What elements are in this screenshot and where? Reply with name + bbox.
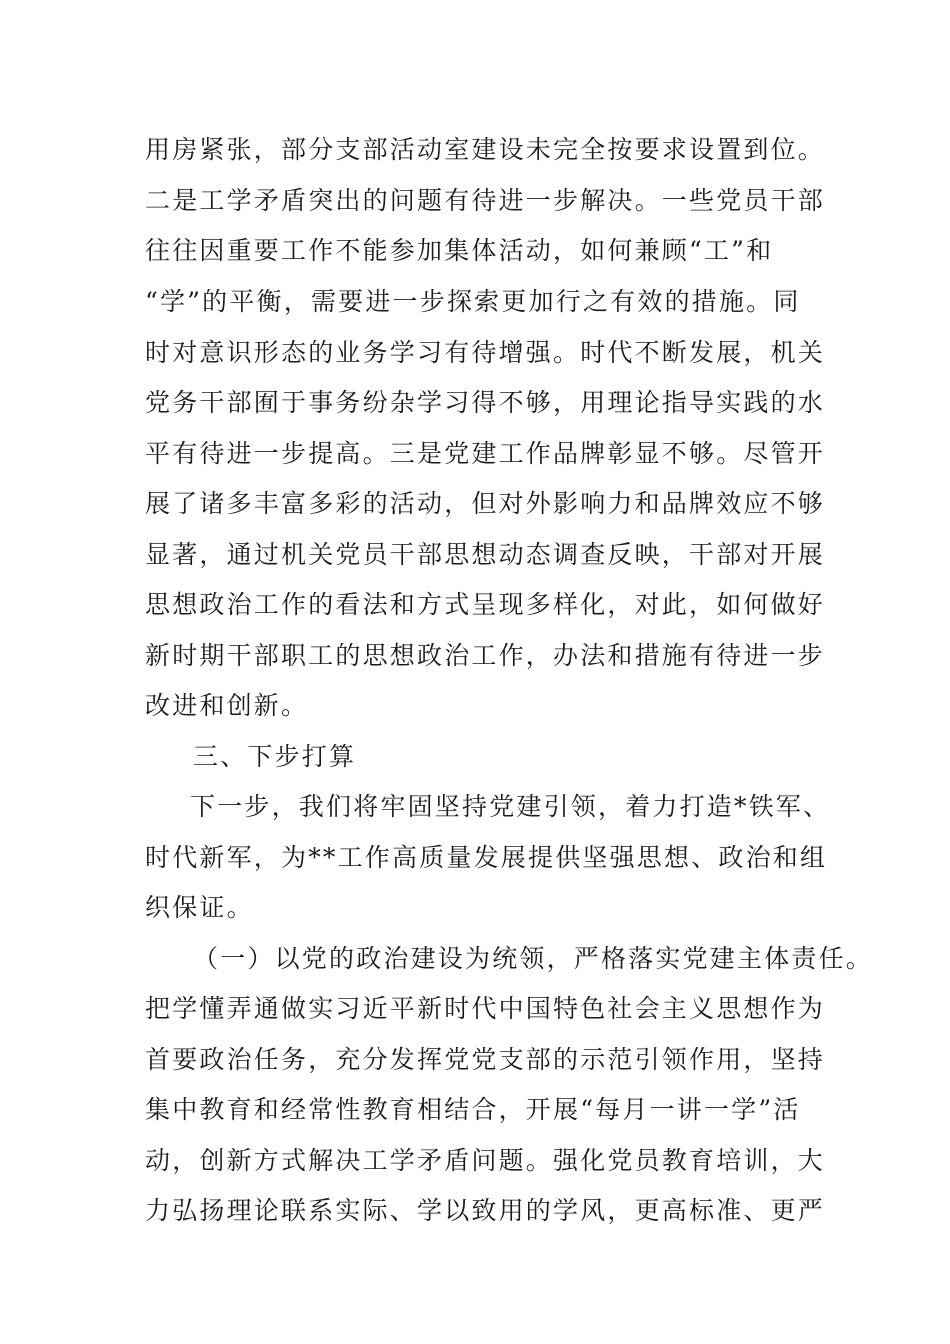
body-text-line: 党务干部囿于事务纷杂学习得不够，用理论指导实践的水	[145, 388, 826, 417]
section-heading: 三、下步打算	[193, 742, 357, 771]
body-text-line: 力弘扬理论联系实际、学以致用的学风，更高标准、更严	[145, 1196, 826, 1225]
body-text-line: 下一步，我们将牢固坚持党建引领，着力打造*铁军、	[190, 792, 831, 821]
body-text-line: 动，创新方式解决工学矛盾问题。强化党员教育培训，大	[145, 1146, 826, 1175]
body-text-line: 平有待进一步提高。三是党建工作品牌彰显不够。尽管开	[145, 439, 826, 468]
body-text-line: 新时期干部职工的思想政治工作，办法和措施有待进一步	[145, 641, 826, 670]
body-text-line: 展了诸多丰富多彩的活动，但对外影响力和品牌效应不够	[145, 489, 826, 518]
body-text-line: “学”的平衡，需要进一步探索更加行之有效的措施。同	[145, 287, 801, 316]
body-text-line: 改进和创新。	[145, 691, 309, 720]
body-text-line: 用房紧张，部分支部活动室建设未完全按要求设置到位。	[145, 135, 826, 164]
body-text-line: 时对意识形态的业务学习有待增强。时代不断发展，机关	[145, 338, 826, 367]
body-text-line: 二是工学矛盾突出的问题有待进一步解决。一些党员干部	[145, 186, 826, 215]
body-text-line: 织保证。	[145, 893, 254, 922]
body-text-line: 时代新军，为**工作高质量发展提供坚强思想、政治和组	[145, 843, 828, 872]
body-text-line: 显著，通过机关党员干部思想动态调查反映，干部对开展	[145, 540, 826, 569]
subsection-heading: （一）以党的政治建设为统领，严格落实党建主体责任。	[193, 944, 874, 973]
body-text-line: 把学懂弄通做实习近平新时代中国特色社会主义思想作为	[145, 994, 826, 1023]
body-text-line: 集中教育和经常性教育相结合，开展“每月一讲一学”活	[145, 1095, 801, 1124]
body-text-line: 思想政治工作的看法和方式呈现多样化，对此，如何做好	[145, 590, 826, 619]
body-text-line: 首要政治任务，充分发挥党党支部的示范引领作用，坚持	[145, 1045, 826, 1074]
body-text-line: 往往因重要工作不能参加集体活动，如何兼顾“工”和	[145, 236, 774, 265]
